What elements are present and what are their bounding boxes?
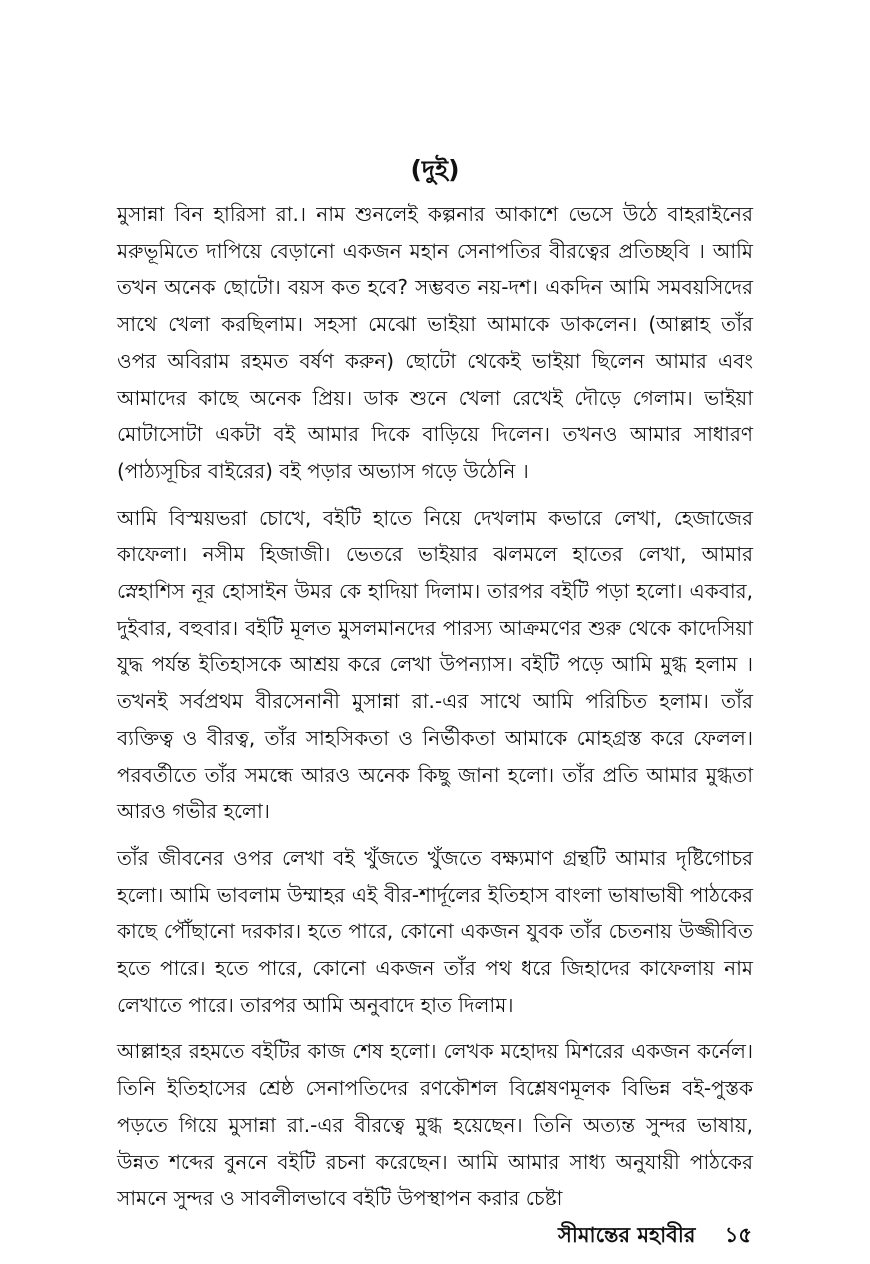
paragraph-1: মুসান্না বিন হারিসা রা.। নাম শুনলেই কল্পনার আকাশে ভেসে উঠে বাহরাইনের মরুভূমিতে দাপিয়ে বেড়ানো একজন মহান সেনাপতির বীরত্বের প্রতিচ্ছবি । আমি তখন অনেক ছোটো। বয়স কত হবে? সম্ভবত নয়-দশ। একদিন আমি সমবয়সিদের সাথে খেলা করছিলাম। সহসা মেঝো ভাইয়া আমাকে ডাকলেন। (আল্লাহ তাঁর ওপর অবিরাম রহমত বর্ষণ করুন) ছোটো থেকেই ভাইয়া ছিলেন আমার এবং আমাদের কাছে অনেক প্রিয়। ডাক শুনে খেলা রেখেই দৌড়ে গেলাম। ভাইয়া মোটাসোটা একটা বই আমার দিকে বাড়িয়ে দিলেন। তখনও আমার সাধারণ (পাঠ্যসূচির বাইরের) বই পড়ার অভ্যাস গড়ে উঠেনি ।: [117, 202, 753, 483]
paragraph-2: আমি বিস্ময়ভরা চোখে, বইটি হাতে নিয়ে দেখলাম কভারে লেখা, হেজাজের কাফেলা। নসীম হিজাজী। ভেতরে ভাইয়ার ঝলমলে হাতের লেখা, আমার স্নেহাশিস নূর হোসাইন উমর কে হাদিয়া দিলাম। তারপর বইটি পড়া হলো। একবার, দুইবার, বহুবার। বইটি মূলত মুসলমানদের পারস্য আক্রমণের শুরু থেকে কাদেসিয়া যুদ্ধ পর্যন্ত ইতিহাসকে আশ্রয় করে লেখা উপন্যাস। বইটি পড়ে আমি মুগ্ধ হলাম । তখনই সর্বপ্রথম বীরসেনানী মুসান্না রা.-এর সাথে আমি পরিচিত হলাম। তাঁর ব্যক্তিত্ব ও বীরত্ব, তাঁর সাহসিকতা ও নির্ভীকতা আমাকে মোহগ্রস্ত করে ফেলল। পরবর্তীতে তাঁর সমন্ধে আরও অনেক কিছু জানা হলো। তাঁর প্রতি আমার মুগ্ধতা আরও গভীর হলো।: [117, 505, 753, 824]
paragraph-3: তাঁর জীবনের ওপর লেখা বই খুঁজতে খুঁজতে বক্ষ্যমাণ গ্রন্থটি আমার দৃষ্টিগোচর হলো। আমি ভাবলাম উম্মাহর এই বীর-শার্দূলের ইতিহাস বাংলা ভাষাভাষী পাঠকের কাছে পৌঁছানো দরকার। হতে পারে, কোনো একজন যুবক তাঁর চেতনায় উজ্জীবিত হতে পারে। হতে পারে, কোনো একজন তাঁর পথ ধরে জিহাদের কাফেলায় নাম লেখাতে পারে। তারপর আমি অনুবাদে হাত দিলাম।: [117, 845, 753, 1017]
body-text: [117, 196, 753, 1227]
chapter-heading: (দুই): [410, 155, 460, 184]
running-book-title: সীমান্তের মহাবীর: [557, 1223, 696, 1247]
paragraph-4: আল্লাহর রহমতে বইটির কাজ শেষ হলো। লেখক মহোদয় মিশরের একজন কর্নেল। তিনি ইতিহাসের শ্রেষ্ঠ সেনাপতিদের রণকৌশল বিশ্লেষণমূলক বিভিন্ন বই-পুস্তক পড়তে গিয়ে মুসান্না রা.-এর বীরত্বে মুগ্ধ হয়েছেন। তিনি অত্যন্ত সুন্দর ভাষায়, উন্নত শব্দের বুননে বইটি রচনা করেছেন। আমি আমার সাধ্য অনুযায়ী পাঠকের সামনে সুন্দর ও সাবলীলভাবে বইটি উপস্থাপন করার চেষ্টা: [117, 1039, 753, 1211]
page-number: ১৫: [724, 1223, 752, 1247]
page-footer: [558, 1220, 752, 1250]
